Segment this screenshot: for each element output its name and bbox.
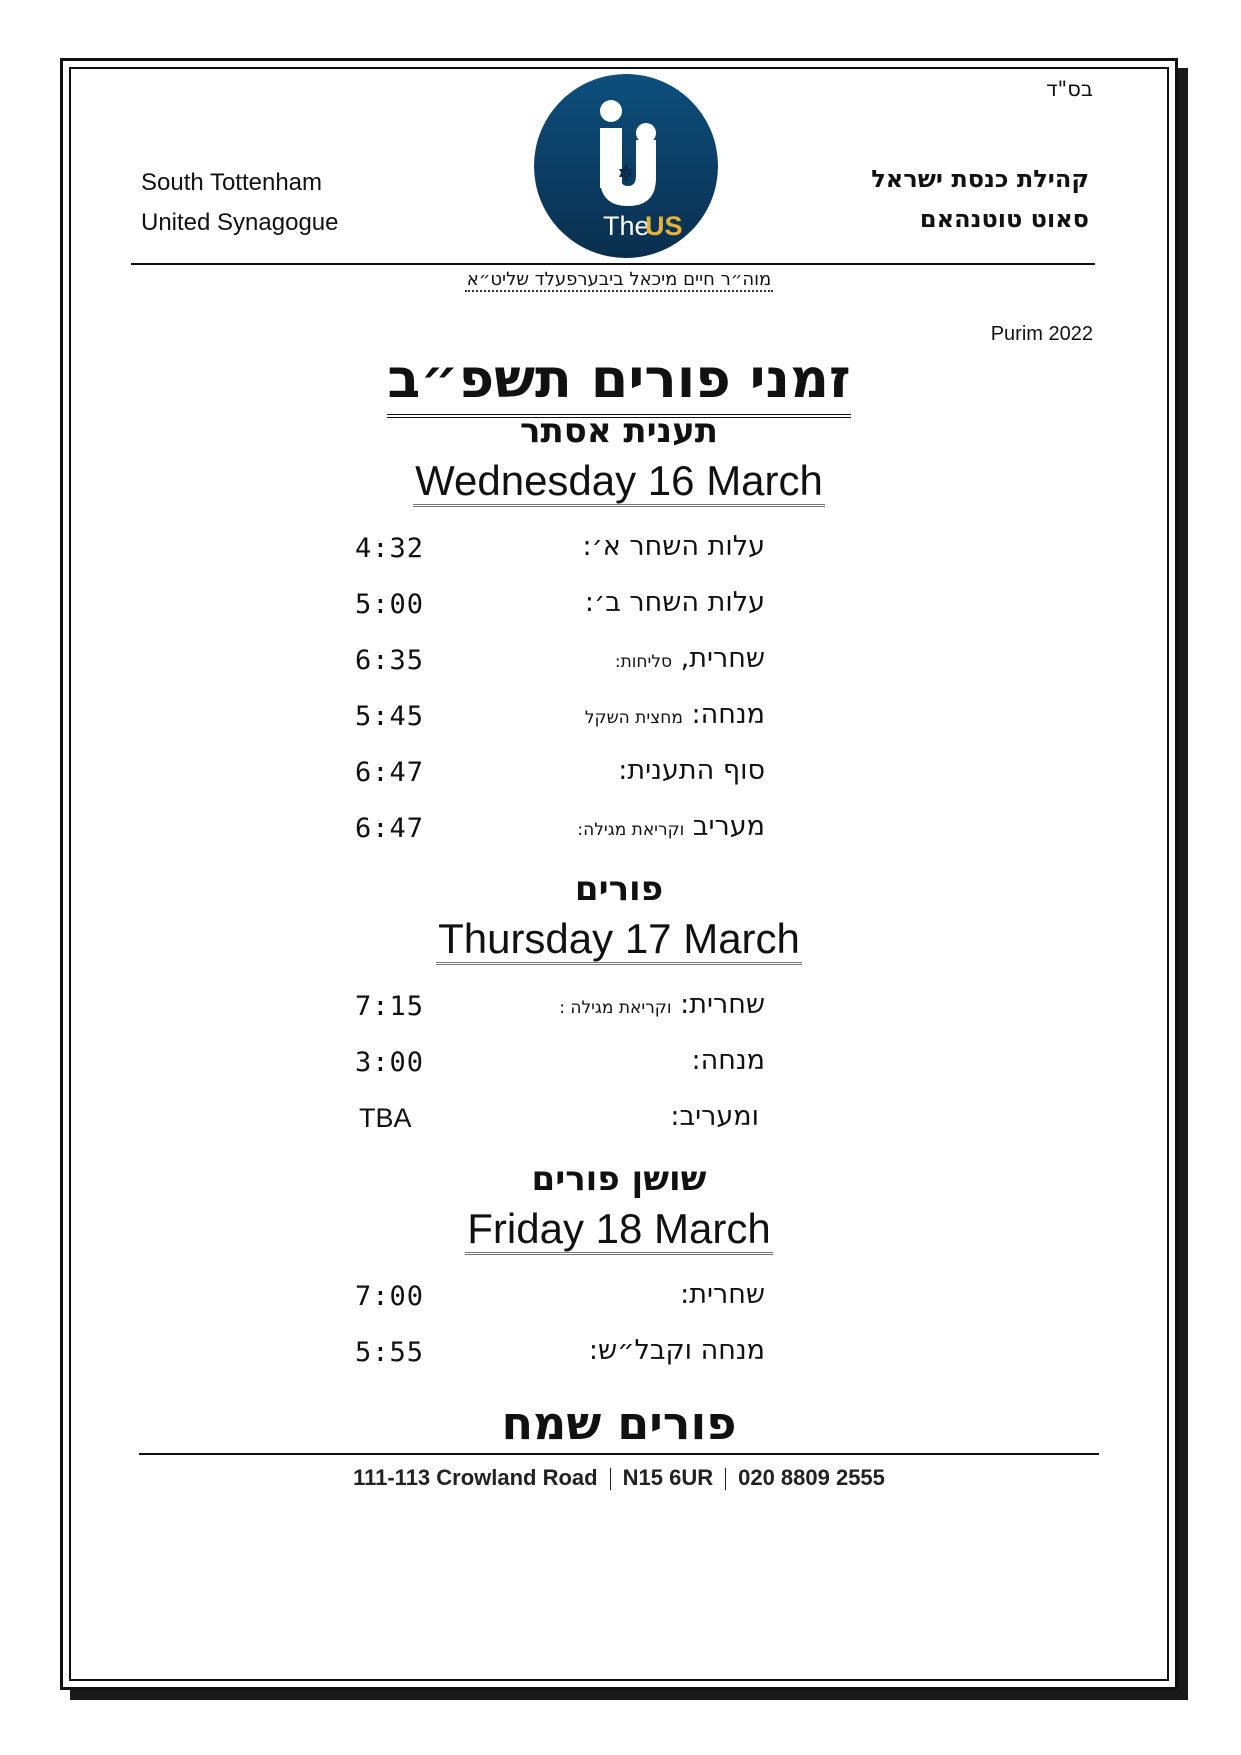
section-1-he-title: תענית אסתר [520, 411, 718, 451]
row-label: ומעריב: [670, 1101, 759, 1132]
footer-phone: 020 8809 2555 [738, 1465, 885, 1490]
footer-separator [725, 1468, 726, 1490]
row-label: עלות השחר ב׳: [584, 587, 765, 618]
page-title [63, 347, 1175, 418]
section-1-date [63, 457, 1175, 505]
org-name-en-line1: South Tottenham [141, 169, 323, 196]
section-2-date [63, 915, 1175, 963]
org-name-he-line1: קהילת כנסת ישראל [871, 165, 1089, 193]
row-time: 6:35 [355, 645, 425, 676]
row-time: 6:47 [355, 757, 425, 788]
footer-address: 111-113 Crowland Road [353, 1465, 598, 1490]
row-time: TBA [359, 1103, 412, 1133]
row-time: 6:47 [355, 813, 425, 844]
footer-divider [139, 1453, 1099, 1455]
bsd-mark: בס"ד [1046, 77, 1093, 101]
row-label: שחרית, סליחות: [614, 643, 765, 674]
rabbi-line [63, 269, 1175, 290]
closing-greeting: פורים שמח [501, 1396, 737, 1450]
row-time: 3:00 [355, 1047, 425, 1078]
footer-postcode: N15 6UR [622, 1465, 714, 1490]
logo-text-us: US [645, 211, 683, 241]
row-label: מנחה: מחצית השקל [584, 699, 765, 730]
row-time: 7:00 [355, 1281, 425, 1312]
logo-text-the: The [603, 211, 650, 241]
section-3-date-text: Friday 18 March [465, 1205, 772, 1255]
section-3-he-title: שושן פורים [531, 1159, 707, 1199]
row-time: 7:15 [355, 991, 425, 1022]
section-1-date-text: Wednesday 16 March [413, 457, 825, 507]
page-title-text: זמני פורים תשפ״ב [387, 347, 850, 418]
row-time: 5:00 [355, 589, 425, 620]
row-label: מעריב וקריאת מגילה: [577, 811, 765, 842]
purim-year-label: Purim 2022 [990, 323, 1093, 345]
org-name-en-line2: United Synagogue [141, 209, 339, 236]
row-time: 4:32 [355, 533, 425, 564]
row-label: עלות השחר א׳: [582, 531, 765, 562]
row-label: מנחה וקבל״ש: [588, 1335, 765, 1366]
row-label: שחרית: [680, 1279, 765, 1310]
rabbi-name: מוה״ר חיים מיכאל ביבערפעלד שליט״א [466, 269, 772, 290]
row-time: 5:55 [355, 1337, 425, 1368]
the-us-logo-icon [533, 73, 719, 259]
footer-separator [610, 1468, 611, 1490]
row-label: שחרית: וקריאת מגילה : [559, 989, 765, 1020]
row-time: 5:45 [355, 701, 425, 732]
header-divider [131, 263, 1095, 265]
section-2-he-title: פורים [574, 869, 664, 909]
section-3-date [63, 1205, 1175, 1253]
section-2-date-text: Thursday 17 March [436, 915, 802, 965]
org-name-he-line2: סאוט טוטנהאם [919, 205, 1089, 233]
page-frame [60, 58, 1178, 1690]
row-label: מנחה: [691, 1045, 765, 1076]
row-label: סוף התענית: [618, 755, 765, 786]
footer-contact [63, 1465, 1175, 1491]
